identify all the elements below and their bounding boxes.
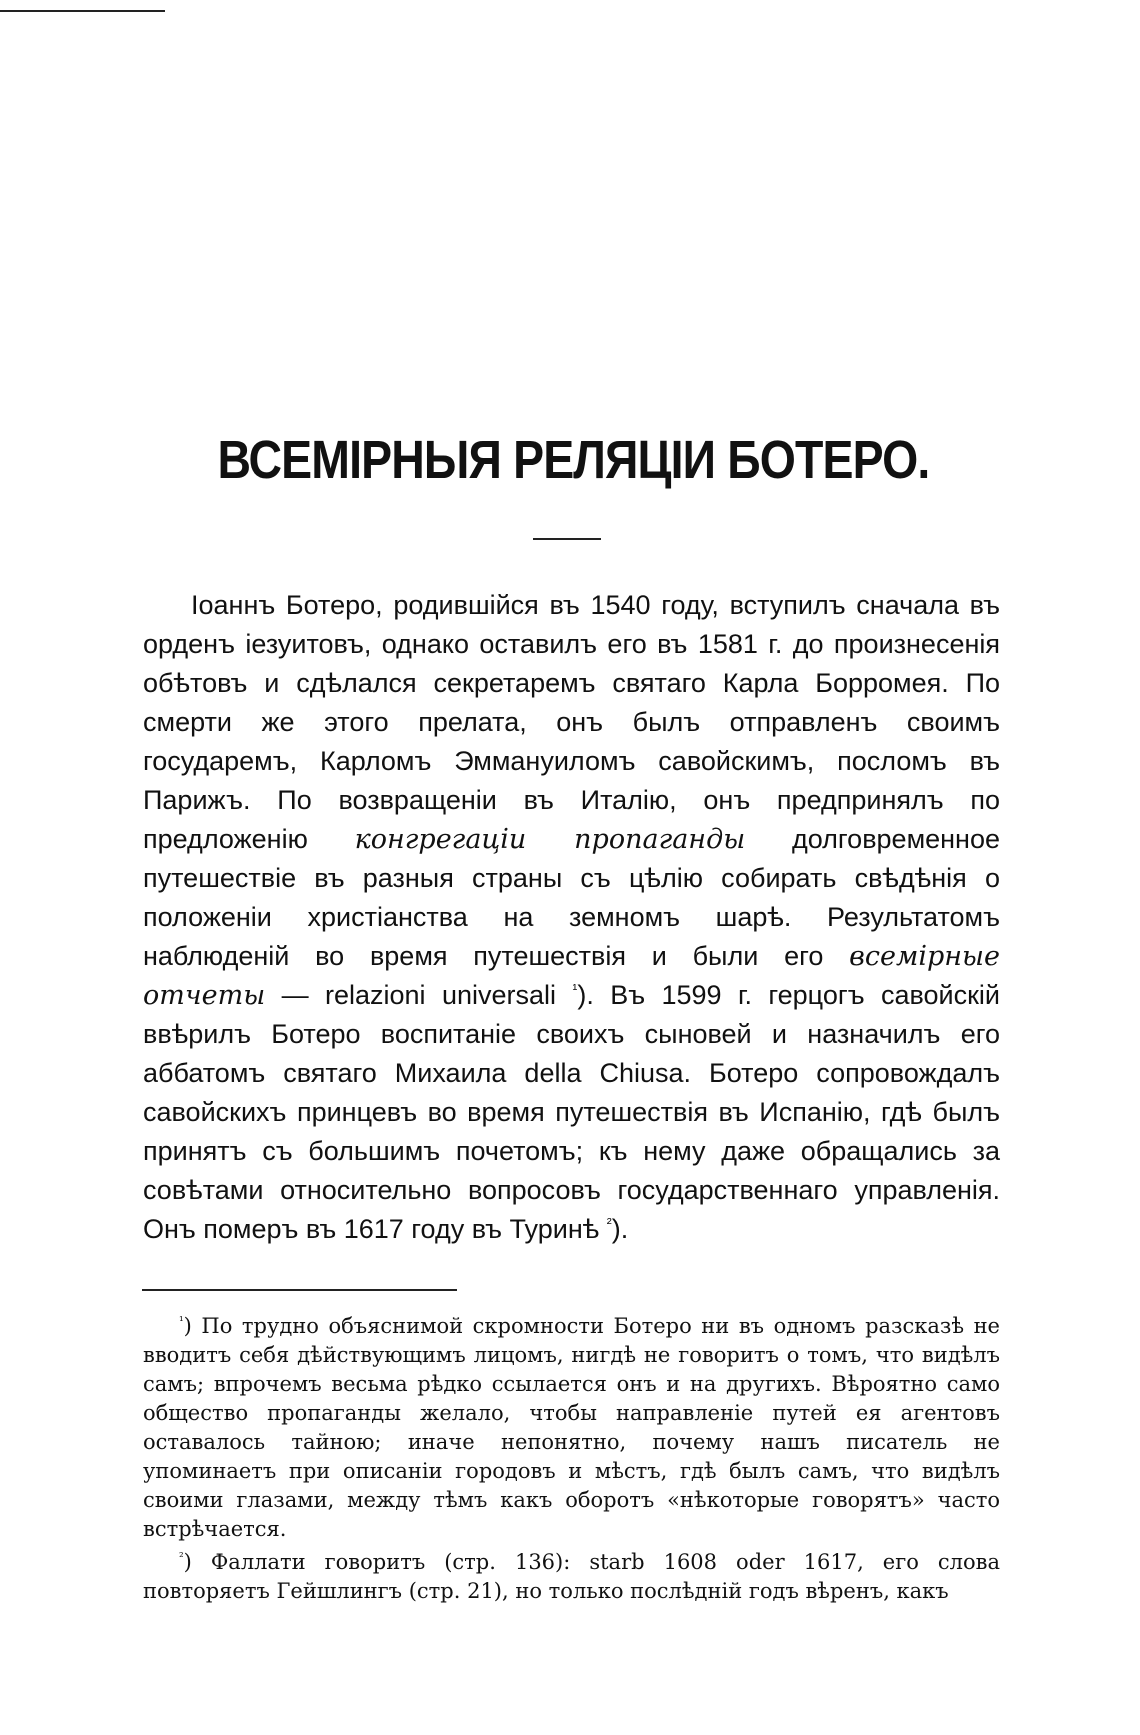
italic-phrase: конгрегацiи пропаганды (354, 824, 746, 855)
italic-phrase: всемiрные отчеты (143, 941, 1000, 1011)
footnote-ref: ¹ (572, 982, 578, 998)
footnote-text: ) Фаллати говоритъ (стр. 136): starb 1608 oder 1617, его слова повторяетъ Гейшлингъ (стр. 21), но только послѣднiй годъ вѣренъ, какъ (143, 1550, 1000, 1603)
footnote-marker: ² (179, 1550, 184, 1564)
footnote-marker: ¹ (179, 1314, 184, 1328)
footnote-2 (143, 1548, 1000, 1606)
footnote-divider (142, 1289, 457, 1291)
footnotes (143, 1312, 1000, 1610)
text-segment: — relazioni universali (265, 980, 573, 1010)
page-title: ВСЕМIРНЫЯ РЕЛЯЦIИ БОТЕРО. (217, 430, 930, 490)
text-segment: Iоаннъ Ботеро, родившiйся въ 1540 году, вступилъ сначала въ орденъ iезуитовъ, однако оставилъ его въ 1581 г. до произнесенiя обѣтовъ и сдѣлался секретаремъ святаго Карла Борромея. По смерти же этого прелата, онъ былъ отправленъ своимъ государемъ, Карломъ Эммануиломъ савойскимъ, посломъ въ Парижъ. По возвращенiи въ Италiю, онъ предпринялъ по предложенiю (143, 590, 1000, 854)
title-divider (533, 538, 601, 540)
text-segment: ). Въ 1599 г. герцогъ савойскiй ввѣрилъ Ботеро воспитанiе своихъ сыновей и назначилъ его аббатомъ святаго Михаила della Chiusa. Ботеро сопровождалъ савойскихъ принцевъ во время путешествiя въ Испанiю, гдѣ былъ принятъ съ большимъ почетомъ; къ нему даже обращались за совѣтами относительно вопросовъ государственнаго управленiя. Онъ померъ въ 1617 году въ Туринѣ (143, 980, 1000, 1244)
footnote-text: ) По трудно объяснимой скромности Ботеро ни въ одномъ разсказѣ не вводитъ себя дѣйствующимъ лицомъ, нигдѣ не говоритъ о томъ, что видѣлъ самъ; впрочемъ весьма рѣдко ссылается онъ и на другихъ. Вѣроятно само общество пропаганды желало, чтобы направленiе путей ея агентовъ оставалось тайною; иначе непонятно, почему нашъ писатель не упоминаетъ при описанiи городовъ и мѣстъ, гдѣ былъ самъ, что видѣлъ своими глазами, между тѣмъ какъ оборотъ «нѣкоторые говорятъ» часто встрѣчается. (143, 1314, 1000, 1541)
text-segment: долговременное путешествiе въ разныя страны съ цѣлiю собирать свѣдѣнiя о положенiи христiанства на земномъ шарѣ. Результатомъ наблюденiй во время путешествiя и были его (143, 824, 1000, 971)
paragraph-body (143, 586, 1000, 1249)
main-paragraph (143, 586, 1000, 1249)
footnote-ref: ² (606, 1216, 612, 1232)
text-segment: ). (611, 1214, 629, 1244)
top-rule (0, 10, 165, 12)
footnote-1 (143, 1312, 1000, 1544)
